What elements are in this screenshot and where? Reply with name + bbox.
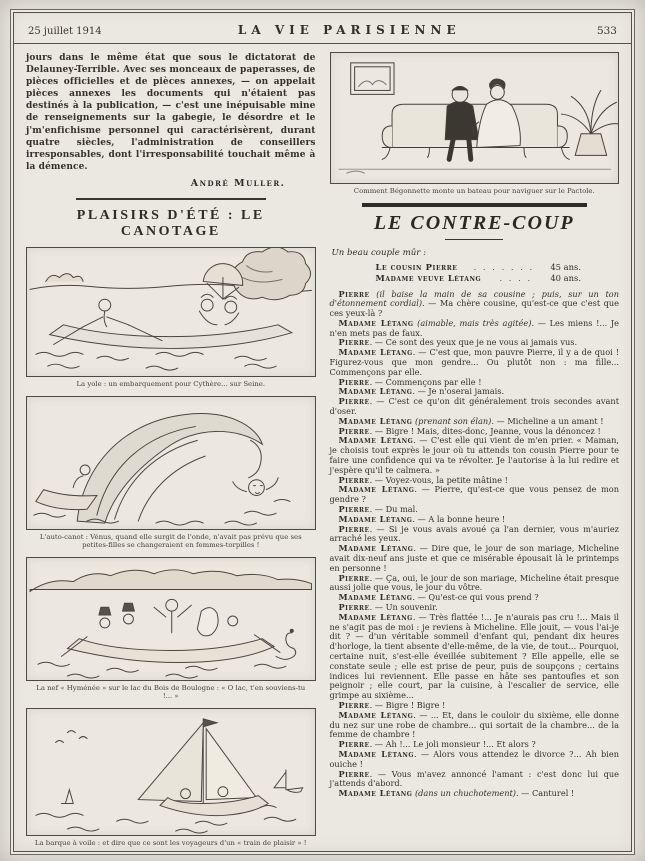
sofa-couple-illustration: [330, 52, 620, 184]
cast-row-pierre: [330, 262, 620, 273]
masthead: [14, 13, 631, 44]
dialogue-speaker: Madame Létang: [338, 543, 414, 554]
dialogue-stage-direction: (prenant son élan): [414, 415, 492, 426]
sailboat-illustration: [26, 708, 316, 836]
dialogue-speaker: Madame Létang: [338, 386, 413, 397]
dialogue-line: [330, 319, 620, 339]
figure-nef-hymenee: [26, 557, 316, 701]
dialogue-text: . — Canturel !: [515, 788, 575, 799]
cast-age: 45 ans.: [550, 261, 581, 272]
dialogue-speaker: Madame Létang: [338, 788, 413, 799]
article-signature: André Muller.: [190, 177, 286, 189]
dialogue-text: . — Je n'oserai jamais.: [412, 386, 505, 397]
wedding-boat-illustration: [26, 557, 316, 681]
dialogue-line: [330, 750, 620, 770]
dialogue-text: . — Voyez-vous, la petite mâtine !: [369, 474, 508, 485]
cast-leader-dots: . . . .: [499, 272, 533, 283]
dialogue-speaker: Madame Létang: [338, 748, 414, 759]
dialogue-text: . — Commençons par elle !: [369, 376, 482, 387]
figure-auto-canot-caption: L'auto-canot : Vénus, quand elle surgit de l'onde, n'avait pas prévu que ses petites-filles se changeraient en femmes-torpilles !: [39, 532, 302, 550]
page-frame: [13, 12, 632, 852]
article-intro: Un beau couple mûr :: [331, 247, 426, 258]
dialogue-speaker: Pierre: [338, 739, 370, 750]
dialogue-speaker: Madame Létang: [338, 611, 413, 622]
dialogue-text: . — Dire que, le jour de son mariage, Micheline avait dix-neuf ans juste et que ce misérable épousait là le printemps en personne !: [329, 543, 619, 573]
dialogue-line: [330, 574, 620, 594]
dialogue-text: . — Qu'est-ce qui vous prend ?: [412, 592, 539, 603]
dialogue-stage-direction: (dans un chuchotement): [414, 788, 516, 799]
dialogue-line: [330, 613, 620, 701]
page-content: [14, 44, 631, 860]
dialogue-line: [330, 348, 620, 377]
dialogue-text: . — C'est elle qui vient de m'en prier. « Maman, je choisis tout exprès le jour où tu attends ton cousin Pierre pour te faire une confidence qui va te révolter. Je l'autorise à la lui redire et j'espère qu'il te calmera. »: [329, 435, 620, 475]
dialogue-speaker: Madame Létang: [338, 347, 413, 358]
dialogue-text: . — Ma chère cousine, qu'est-ce que c'est que ces yeux-là ?: [329, 298, 619, 319]
rowboat-drawing: [27, 248, 315, 376]
dialogue-speaker: Madame Létang: [338, 484, 415, 495]
section-divider-rule: [76, 198, 266, 201]
dialogue-stage-direction: (il baise la main de sa cousine ; puis, sur un ton d'étonnement cordial): [329, 288, 620, 309]
dialogue-text: . — A la bonne heure !: [412, 513, 506, 524]
dialogue-line: [330, 290, 620, 319]
motorboat-drawing: [27, 397, 315, 529]
dialogue-speaker: Pierre: [338, 523, 370, 534]
rowboat-illustration: [26, 247, 316, 377]
dialogue-speaker: Pierre: [338, 699, 370, 710]
dialogue-text: . — Alors vous attendez le divorce ?... Ah bien ouiche !: [329, 748, 619, 769]
dialogue-speaker: Madame Létang: [338, 317, 414, 328]
dialogue-speaker: Pierre: [338, 572, 370, 583]
figure-barque-a-voile: [26, 708, 316, 848]
figure-auto-canot: [26, 396, 316, 550]
dialogue-speaker: Pierre: [338, 768, 370, 779]
dialogue-text: . — C'est que, mon pauvre Pierre, il y a de quoi ! Figurez-vous que mon gendre... Ou plutôt non : ma fille... Commençons par elle.: [329, 347, 620, 377]
dialogue-speaker: Madame Létang: [338, 592, 413, 603]
dialogue-speaker: Pierre: [338, 288, 370, 299]
cast-age: 40 ans.: [550, 272, 581, 283]
figure-sofa-couple: [330, 52, 620, 196]
dialogue-speaker: Pierre: [338, 474, 370, 485]
dialogue-text: . — Très flattée !... Je n'aurais pas cru !... Mais il ne s'agit pas de moi : je reviens à Micheline. Elle jouit, — vous l'ai-je dit ? — d'un véritable sommeil d'enfant qui, pendant dix heures d'horloge, la tient absente d'elle-même, de la vie, de tout... Pourquoi, certaine nuit, s'est-elle éveillée subitement ? Elle appelle, elle se constate seule ; elle est prise de peur, puis de soupçons ; certains indices lui reviennent. Elle passe en hâte ses pantoufles et son peignoir ; elle court, par la cuisine, à l'escalier de service, elle grimpe au sixième...: [329, 611, 619, 701]
cast-list: [330, 262, 620, 284]
dialogue-speaker: Pierre: [338, 376, 370, 387]
motorboat-illustration: [26, 396, 316, 530]
dialogue-text: . — Ah !... Le joli monsieur !... Et alors ?: [369, 739, 536, 750]
dialogue-line: [330, 485, 620, 505]
issue-date: 25 juillet 1914: [28, 26, 102, 37]
sofa-couple-drawing: [331, 53, 619, 183]
dialogue-speaker: Pierre: [338, 602, 370, 612]
sailboat-drawing: [27, 709, 315, 835]
article-title: LE CONTRE-COUP: [373, 211, 575, 234]
dialogue-speaker: Madame Létang: [338, 513, 413, 524]
dialogue-line: [330, 397, 620, 417]
page-number: 533: [596, 25, 617, 37]
dialogue-speaker: Madame Létang: [338, 415, 413, 426]
cast-name: Madame veuve Létang: [375, 272, 482, 283]
dialogue-speaker: Madame Létang: [338, 709, 414, 720]
dialogue-line: [330, 711, 620, 740]
section-headline: PLAISIRS D'ÉTÉ : LE CANOTAGE: [76, 208, 265, 240]
dialogue-line: [330, 789, 620, 799]
cast-row-letang: [330, 273, 620, 284]
left-column: [26, 52, 316, 854]
dialogue-stage-direction: (aimable, mais très agitée): [417, 317, 532, 328]
dialogue-speaker: Madame Létang: [338, 435, 414, 446]
dialogue-text: . — Micheline a un amant !: [491, 415, 604, 426]
dialogue-text: . — Ça, oui, le jour de son mariage, Micheline était presque aussi jolie que vous, le jour du vôtre.: [329, 572, 619, 593]
dialogue-line: [330, 525, 620, 545]
dialogue-speaker: Pierre: [338, 396, 370, 407]
dialogue-speaker: Pierre: [338, 337, 370, 348]
article-continuation-text: jours dans le même état que sous le dictatorat de Delauney-Terrible. Avec ses monceaux de paperasses, de pièces officielles et de pièces annexes, — on appelait pièces annexes les documents qui n'étaient pas destinés à la publication, — c'est une inépuisable mine de renseignements sur la gabegie, le désordre et le j'm'enfichisme personnel qui caractérisèrent, durant quatre siècles, l'administration de conseillers irresponsables, dont l'irresponsabilité touchait même à la démence.: [26, 53, 316, 172]
figure-yole: [26, 247, 316, 389]
magazine-title: LA VIE PARISIENNE: [237, 23, 461, 37]
dialogue-text: . — ... Et, dans le couloir du sixième, elle donne du nez sur une robe de chambre... qui sortait de la chambre... de la femme de chambre !: [329, 709, 619, 740]
title-underline-rule: [445, 239, 503, 240]
dialogue-line: [330, 770, 620, 790]
wedding-boat-drawing: [27, 558, 315, 680]
dialogue-text: . — Du mal.: [369, 504, 418, 515]
dialogue-text: . — C'est ce qu'on dit généralement trois secondes avant d'oser.: [329, 396, 619, 417]
dialogue-text: . — Vous m'avez annoncé l'amant : c'est donc lui que j'attends d'abord.: [329, 768, 619, 789]
cast-name: Le cousin Pierre: [375, 261, 458, 272]
dialogue-text: . — Bigre ! Mais, dites-donc, Jeanne, vous la dénoncez !: [369, 425, 601, 436]
dialogue-speaker: Pierre: [338, 425, 370, 436]
dialogue-line: [330, 544, 620, 573]
right-column: [330, 52, 620, 854]
cast-leader-dots: . . . . . . .: [473, 261, 535, 272]
article-divider-rule: [362, 203, 587, 207]
dialogue-text: . — Bigre ! Bigre !: [369, 699, 446, 710]
dialogue-text: . — Pierre, qu'est-ce que vous pensez de mon gendre ?: [329, 484, 619, 505]
dialogue-text: . — Les miens !... Je n'en mets pas de faux.: [329, 317, 620, 338]
dialogue-text: . — Ce sont des yeux que je ne vous ai jamais vus.: [369, 337, 578, 348]
dialogue-text: . — Un souvenir.: [369, 602, 438, 612]
figure-barque-a-voile-caption: La barque à voile : et dire que ce sont les voyageurs d'un « train de plaisir » !: [34, 838, 307, 847]
figure-sofa-couple-caption: Comment Bégonnette monte un bateau pour naviguer sur le Pactole.: [353, 187, 595, 195]
figure-nef-hymenee-caption: La nef « Hyménée » sur le lac du Bois de Boulogne : « O lac, t'en souviens-tu !... »: [36, 683, 306, 701]
figure-yole-caption: La yole : un embarquement pour Cythère... sur Seine.: [76, 380, 266, 389]
dialogue-block: [330, 290, 620, 799]
dialogue-text: . — Si je vous avais avoué ça l'an dernier, vous m'auriez arraché les yeux.: [329, 523, 619, 544]
dialogue-speaker: Pierre: [338, 504, 370, 515]
dialogue-line: [330, 436, 620, 475]
